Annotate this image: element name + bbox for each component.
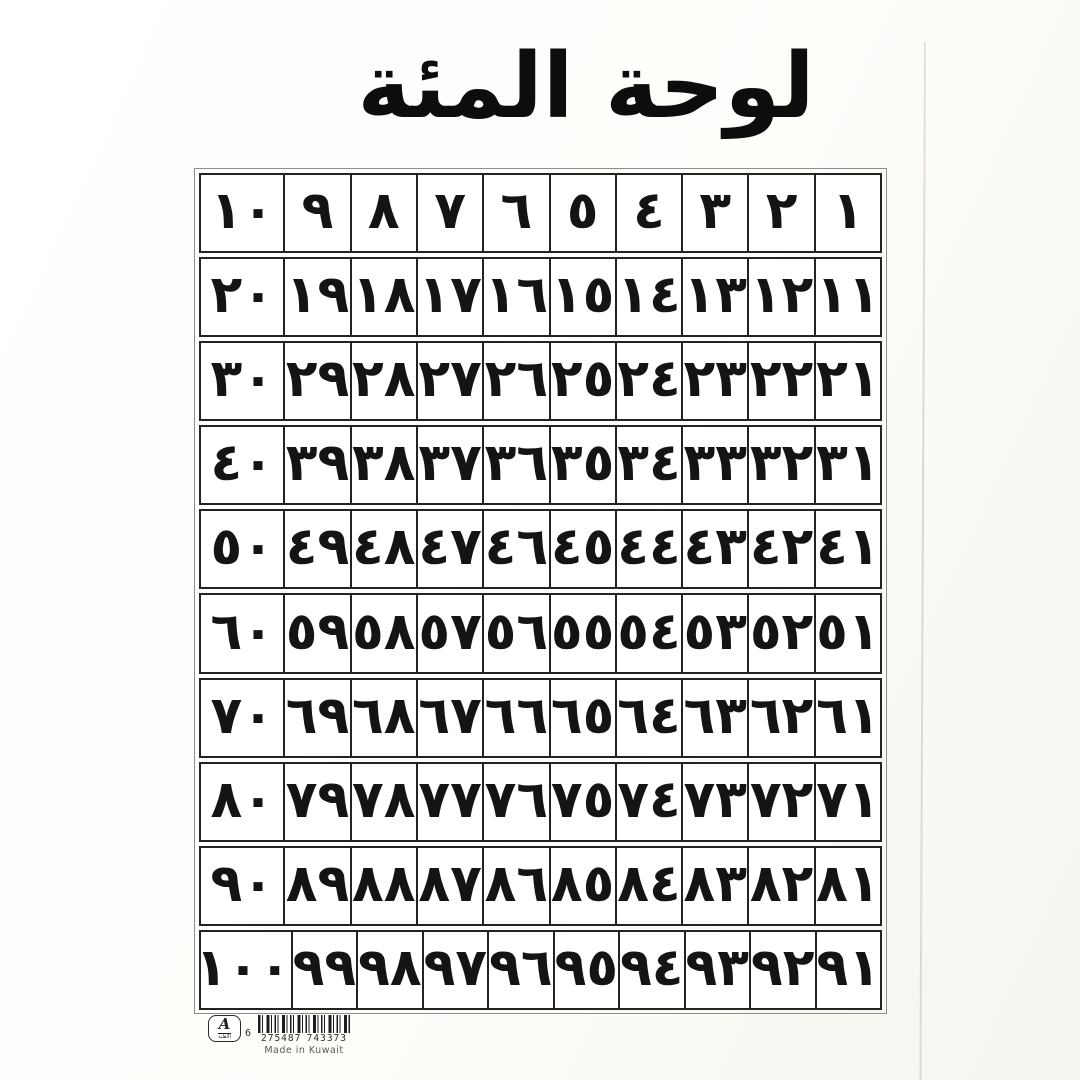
grid-row xyxy=(199,173,882,253)
grid-cell: ٥٠ xyxy=(210,517,274,578)
grid-cell: ١١ xyxy=(814,259,880,335)
grid-cell: ٧١ xyxy=(814,764,880,840)
grid-cell: ٢٥ xyxy=(549,343,615,419)
grid-cell: ٣٩ xyxy=(283,427,349,503)
grid-cell: ٧ xyxy=(416,175,482,251)
grid-cell: ٨٨ xyxy=(350,848,416,924)
grid-cell: ٤١ xyxy=(814,511,880,587)
grid-cell: ١٨ xyxy=(350,259,416,335)
grid-cell: ٩٠ xyxy=(210,853,274,914)
grid-cell: ٨٧ xyxy=(416,848,482,924)
grid-cell: ٨٦ xyxy=(482,848,548,924)
grid-cell: ٧٠ xyxy=(210,685,274,746)
grid-cell: ٧٣ xyxy=(681,764,747,840)
grid-cell: ٥٣ xyxy=(681,595,747,671)
grid-cell: ٥٢ xyxy=(747,595,813,671)
grid-cell: ١٦ xyxy=(482,259,548,335)
grid-cell: ٣٥ xyxy=(549,427,615,503)
grid-cell: ٥٩ xyxy=(283,595,349,671)
grid-cell: ٦٥ xyxy=(549,680,615,756)
grid-cell: ٧٥ xyxy=(549,764,615,840)
grid-cell: ٩٥ xyxy=(553,932,618,1008)
grid-cell: ٣٤ xyxy=(615,427,681,503)
grid-cell: ٢٧ xyxy=(416,343,482,419)
grid-cell: ٦٨ xyxy=(350,680,416,756)
grid-cell: ٥٦ xyxy=(482,595,548,671)
grid-cell: ١٩ xyxy=(283,259,349,335)
grid-cell: ٩٦ xyxy=(487,932,552,1008)
grid-cell: ٤٤ xyxy=(615,511,681,587)
barcode-group-1: 275487 xyxy=(261,1033,302,1044)
grid-cell: ٢٠ xyxy=(210,265,274,326)
grid-cell: ٤٢ xyxy=(747,511,813,587)
grid-cell: ٢٦ xyxy=(482,343,548,419)
grid-cell: ٦٦ xyxy=(482,680,548,756)
grid-row xyxy=(199,593,882,673)
grid-cell: ٥٤ xyxy=(615,595,681,671)
grid-cell: ٨١ xyxy=(814,848,880,924)
publisher-logo-subtext: الأهلية xyxy=(218,1033,231,1040)
grid-cell: ٢٩ xyxy=(283,343,349,419)
grid-cell: ٦١ xyxy=(814,680,880,756)
grid-cell: ٦٣ xyxy=(681,680,747,756)
grid-cell: ٦٤ xyxy=(615,680,681,756)
grid-cell: ٥٨ xyxy=(350,595,416,671)
page-edge-crease xyxy=(919,42,926,1080)
grid-row xyxy=(199,425,882,505)
grid-cell: ٣٦ xyxy=(482,427,548,503)
grid-cell: ٨٤ xyxy=(615,848,681,924)
grid-cell: ١٢ xyxy=(747,259,813,335)
grid-cell: ٩١ xyxy=(815,932,880,1008)
grid-cell: ٩٣ xyxy=(684,932,749,1008)
grid-cell: ١ xyxy=(814,175,880,251)
grid-cell: ٢١ xyxy=(814,343,880,419)
grid-cell: ٥٧ xyxy=(416,595,482,671)
grid-cell: ٣ xyxy=(681,175,747,251)
grid-cell: ١٤ xyxy=(615,259,681,335)
grid-cell: ١٠٠ xyxy=(195,937,291,998)
grid-cell: ٥١ xyxy=(814,595,880,671)
grid-cell: ٩٨ xyxy=(356,932,421,1008)
grid-cell: ١٣ xyxy=(681,259,747,335)
grid-cell: ٩٢ xyxy=(749,932,814,1008)
barcode-digits xyxy=(258,1033,350,1044)
grid-cell: ٧٢ xyxy=(747,764,813,840)
grid-cell: ٢٣ xyxy=(681,343,747,419)
grid-cell: ٤٩ xyxy=(283,511,349,587)
barcode-prefix-digit: 6 xyxy=(245,1028,252,1039)
grid-row xyxy=(195,930,882,1010)
grid-cell: ٧٤ xyxy=(615,764,681,840)
grid-cell: ٦٢ xyxy=(747,680,813,756)
page-title: لوحة المئة xyxy=(357,34,815,139)
grid-cell: ٧٧ xyxy=(416,764,482,840)
made-in-label: Made in Kuwait xyxy=(264,1045,344,1056)
grid-cell: ٦ xyxy=(482,175,548,251)
grid-cell: ٤٣ xyxy=(681,511,747,587)
grid-cell: ٨٢ xyxy=(747,848,813,924)
grid-row xyxy=(199,762,882,842)
grid-cell: ٢ xyxy=(747,175,813,251)
grid-row xyxy=(199,846,882,926)
grid-row xyxy=(199,509,882,589)
grid-cell: ٩٧ xyxy=(422,932,487,1008)
grid-cell: ٤٦ xyxy=(482,511,548,587)
grid-cell: ٦٧ xyxy=(416,680,482,756)
grid-cell: ٩٩ xyxy=(291,932,356,1008)
grid-cell: ٢٨ xyxy=(350,343,416,419)
grid-cell: ٣٣ xyxy=(681,427,747,503)
grid-cell: ١٧ xyxy=(416,259,482,335)
grid-cell: ٧٩ xyxy=(283,764,349,840)
grid-cell: ٤ xyxy=(615,175,681,251)
grid-cell: ٤٥ xyxy=(549,511,615,587)
grid-cell: ٨ xyxy=(350,175,416,251)
grid-cell: ٩ xyxy=(283,175,349,251)
grid-cell: ٢٤ xyxy=(615,343,681,419)
grid-cell: ٣٨ xyxy=(350,427,416,503)
grid-row xyxy=(199,341,882,421)
grid-cell: ٤٧ xyxy=(416,511,482,587)
grid-cell: ١٥ xyxy=(549,259,615,335)
grid-cell: ٣٠ xyxy=(210,349,274,410)
grid-cell: ٧٨ xyxy=(350,764,416,840)
grid-row xyxy=(199,678,882,758)
grid-cell: ٦٠ xyxy=(210,601,274,662)
grid-cell: ٣٢ xyxy=(747,427,813,503)
grid-row xyxy=(199,257,882,337)
grid-cell: ٨٠ xyxy=(210,769,274,830)
publisher-logo xyxy=(208,1015,241,1042)
grid-cell: ٥ xyxy=(549,175,615,251)
grid-cell: ٨٣ xyxy=(681,848,747,924)
grid-cell: ١٠ xyxy=(210,181,274,242)
grid-cell: ٨٩ xyxy=(283,848,349,924)
grid-cell: ٤٠ xyxy=(210,433,274,494)
grid-cell: ٦٩ xyxy=(283,680,349,756)
grid-cell: ٣٧ xyxy=(416,427,482,503)
grid-cell: ٤٨ xyxy=(350,511,416,587)
grid-cell: ٧٦ xyxy=(482,764,548,840)
grid-cell: ٩٤ xyxy=(618,932,683,1008)
grid-cell: ٥٥ xyxy=(549,595,615,671)
publisher-logo-letter: A xyxy=(218,1015,231,1034)
grid-cell: ٨٥ xyxy=(549,848,615,924)
barcode-group-2: 743373 xyxy=(306,1033,347,1044)
hundred-grid xyxy=(195,173,882,1010)
grid-cell: ٣١ xyxy=(814,427,880,503)
grid-cell: ٢٢ xyxy=(747,343,813,419)
